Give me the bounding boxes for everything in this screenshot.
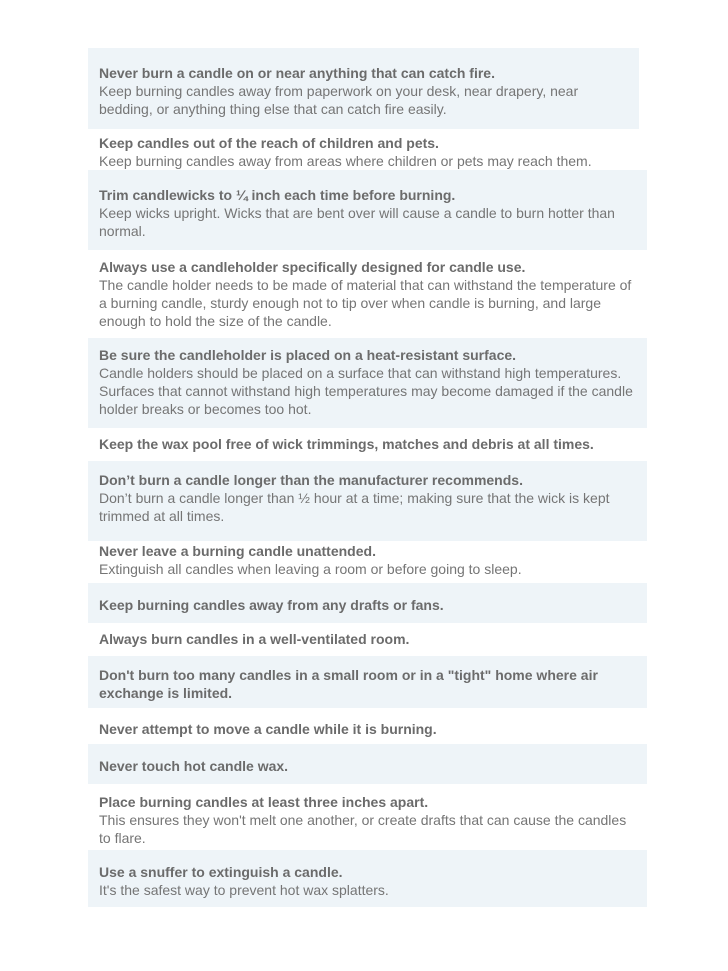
tip-heading: Keep the wax pool free of wick trimmings, matches and debris at all times.	[99, 436, 594, 452]
tip-block	[88, 784, 647, 850]
tip-body: The candle holder needs to be made of material that can withstand the temperature of a burning candle, sturdy enough not to tip over when candle is burning, and large enough to hold the size of the candle.	[99, 277, 632, 329]
tip-block	[88, 623, 647, 656]
tip-heading: Never burn a candle on or near anything that can catch fire.	[99, 65, 495, 81]
tip-block	[88, 428, 647, 461]
tip-body: This ensures they won't melt one another, or create drafts that can cause the candles to flare.	[99, 812, 627, 846]
tip-heading: Place burning candles at least three inches apart.	[99, 794, 429, 810]
tip-block	[88, 48, 639, 129]
tip-block	[88, 656, 647, 708]
tip-body: Candle holders should be placed on a surface that can withstand high temperatures. Surfaces that cannot withstand high temperatures may become damaged if the candle holder breaks or becomes too hot.	[99, 365, 633, 417]
tip-block	[88, 744, 647, 784]
tip-block	[88, 338, 647, 428]
tip-block	[88, 250, 647, 338]
tip-heading: Use a snuffer to extinguish a candle.	[99, 864, 343, 880]
tip-body: Keep wicks upright. Wicks that are bent over will cause a candle to burn hotter than normal.	[99, 205, 615, 239]
tip-block	[88, 461, 647, 541]
tip-heading: Never touch hot candle wax.	[99, 758, 289, 774]
tip-block	[88, 129, 647, 170]
tip-block	[88, 850, 647, 907]
tip-heading: Trim candlewicks to ¼ inch each time before burning.	[99, 187, 456, 203]
tip-block	[88, 583, 647, 623]
tip-heading: Keep burning candles away from any drafts or fans.	[99, 597, 444, 613]
tip-body: Keep burning candles away from paperwork on your desk, near drapery, near bedding, or anything thing else that can catch fire easily.	[99, 83, 579, 117]
tip-block	[88, 708, 647, 744]
tip-body: It's the safest way to prevent hot wax splatters.	[99, 882, 389, 898]
tip-heading: Keep candles out of the reach of children and pets.	[99, 135, 439, 151]
tip-body: Don’t burn a candle longer than ½ hour at a time; making sure that the wick is kept trimmed at all times.	[99, 490, 610, 524]
tip-body: Extinguish all candles when leaving a room or before going to sleep.	[99, 561, 522, 577]
tip-heading: Don't burn too many candles in a small room or in a "tight" home where air exchange is limited.	[99, 667, 598, 701]
tip-heading: Never leave a burning candle unattended.	[99, 543, 376, 559]
tip-body: Keep burning candles away from areas where children or pets may reach them.	[99, 153, 592, 169]
tip-heading: Always burn candles in a well-ventilated room.	[99, 631, 410, 647]
tip-heading: Don’t burn a candle longer than the manufacturer recommends.	[99, 472, 523, 488]
tip-block	[88, 541, 647, 583]
tip-heading: Never attempt to move a candle while it is burning.	[99, 721, 437, 737]
tip-heading: Be sure the candleholder is placed on a heat-resistant surface.	[99, 347, 517, 363]
tip-heading: Always use a candleholder specifically designed for candle use.	[99, 259, 526, 275]
tip-block	[88, 170, 647, 250]
